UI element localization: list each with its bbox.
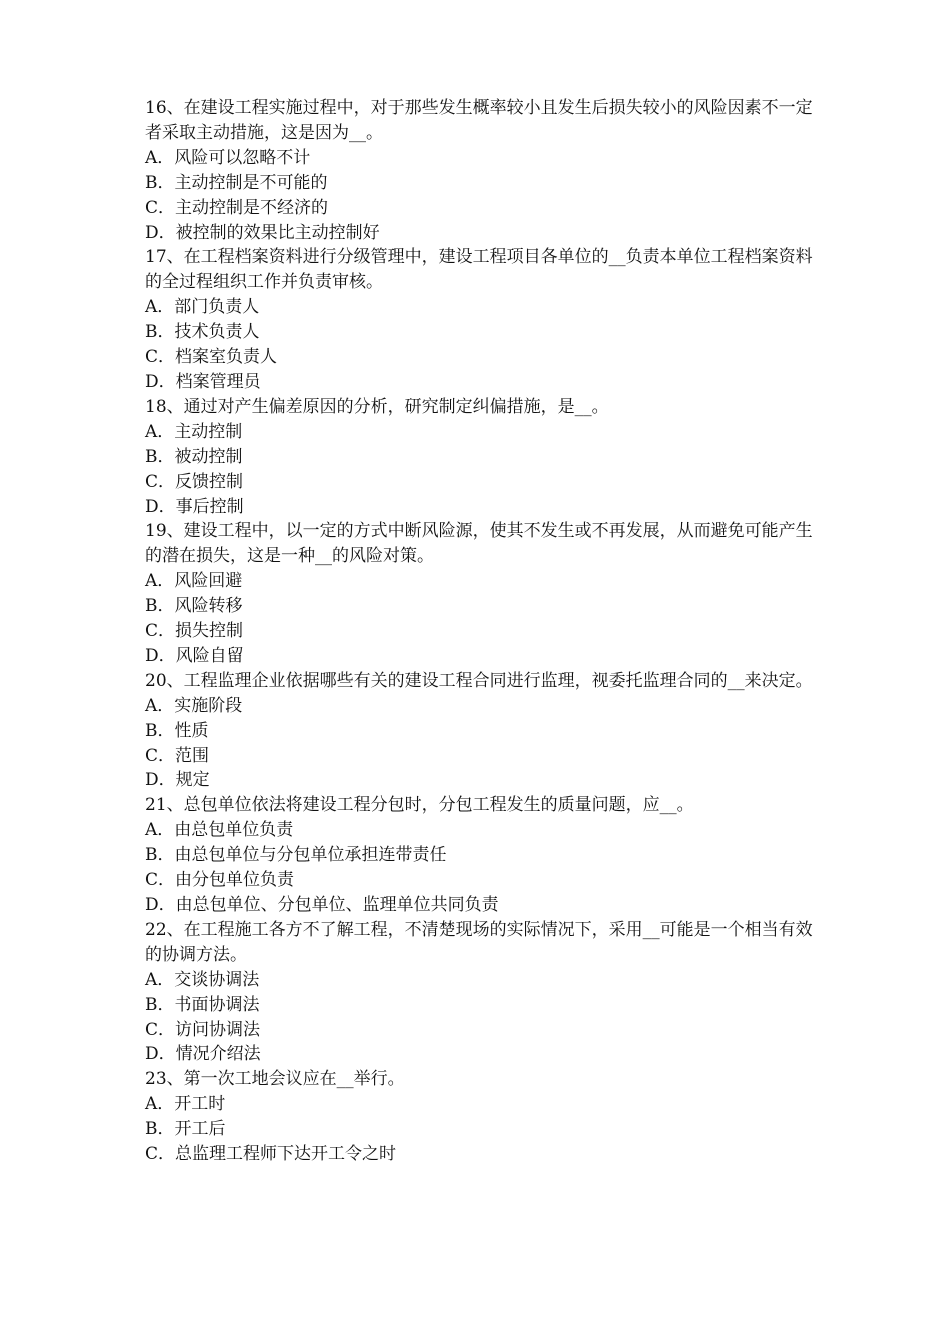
option-b: B．开工后 xyxy=(145,1119,226,1140)
question-stem: 22、在工程施工各方不了解工程，不清楚现场的实际情况下，采用__可能是一个相当有效的协调方法。 xyxy=(145,919,813,965)
option-b: B．性质 xyxy=(145,720,209,741)
option-a: A．风险可以忽略不计 xyxy=(145,147,311,168)
question-stem: 18、通过对产生偏差原因的分析，研究制定纠偏措施，是__。 xyxy=(145,396,609,417)
question-stem: 21、总包单位依法将建设工程分包时，分包工程发生的质量问题，应__。 xyxy=(145,795,694,816)
option-a: A．主动控制 xyxy=(145,421,243,442)
question-stem: 23、第一次工地会议应在__举行。 xyxy=(145,1069,405,1090)
question-stem: 19、建设工程中，以一定的方式中断风险源，使其不发生或不再发展，从而避免可能产生的潜在损失，这是一种__的风险对策。 xyxy=(145,521,813,567)
option-b: B．由总包单位与分包单位承担连带责任 xyxy=(145,845,447,866)
question-20 xyxy=(145,669,817,794)
option-c: C．主动控制是不经济的 xyxy=(145,197,329,218)
question-18 xyxy=(145,395,817,520)
option-b: B．被动控制 xyxy=(145,446,243,467)
option-c: C．范围 xyxy=(145,745,210,766)
option-d: D．规定 xyxy=(145,770,210,791)
option-a: A．实施阶段 xyxy=(145,695,243,716)
option-b: B．技术负责人 xyxy=(145,322,260,343)
option-b: B．书面协调法 xyxy=(145,994,260,1015)
option-d: D．由总包单位、分包单位、监理单位共同负责 xyxy=(145,895,499,915)
option-b: B．风险转移 xyxy=(145,596,243,617)
option-c: C．档案室负责人 xyxy=(145,347,278,368)
question-23 xyxy=(145,1067,817,1167)
option-a: A．风险回避 xyxy=(145,571,243,592)
option-a: A．部门负责人 xyxy=(145,297,260,318)
option-c: C．由分包单位负责 xyxy=(145,870,295,891)
option-d: D．风险自留 xyxy=(145,645,244,666)
option-c: C．总监理工程师下达开工令之时 xyxy=(145,1144,397,1165)
option-d: D．档案管理员 xyxy=(145,371,261,392)
document-page xyxy=(145,96,817,1167)
option-c: C．反馈控制 xyxy=(145,471,244,492)
question-stem: 16、在建设工程实施过程中，对于那些发生概率较小且发生后损失较小的风险因素不一定者采取主动措施，这是因为__。 xyxy=(145,98,813,143)
option-d: D．被控制的效果比主动控制好 xyxy=(145,222,380,243)
question-22 xyxy=(145,918,817,1067)
option-c: C．访问协调法 xyxy=(145,1019,261,1040)
question-17 xyxy=(145,245,817,394)
question-19 xyxy=(145,519,817,668)
option-a: A．开工时 xyxy=(145,1094,226,1115)
question-stem: 17、在工程档案资料进行分级管理中，建设工程项目各单位的__负责本单位工程档案资料的全过程组织工作并负责审核。 xyxy=(145,247,813,293)
option-d: D．事后控制 xyxy=(145,496,244,517)
option-b: B．主动控制是不可能的 xyxy=(145,172,328,193)
option-a: A．由总包单位负责 xyxy=(145,820,294,841)
option-a: A．交谈协调法 xyxy=(145,969,260,990)
question-16 xyxy=(145,96,817,245)
question-stem: 20、工程监理企业依据哪些有关的建设工程合同进行监理，视委托监理合同的__来决定。 xyxy=(145,670,813,691)
option-c: C．损失控制 xyxy=(145,621,244,642)
question-21 xyxy=(145,793,817,918)
option-d: D．情况介绍法 xyxy=(145,1044,261,1065)
